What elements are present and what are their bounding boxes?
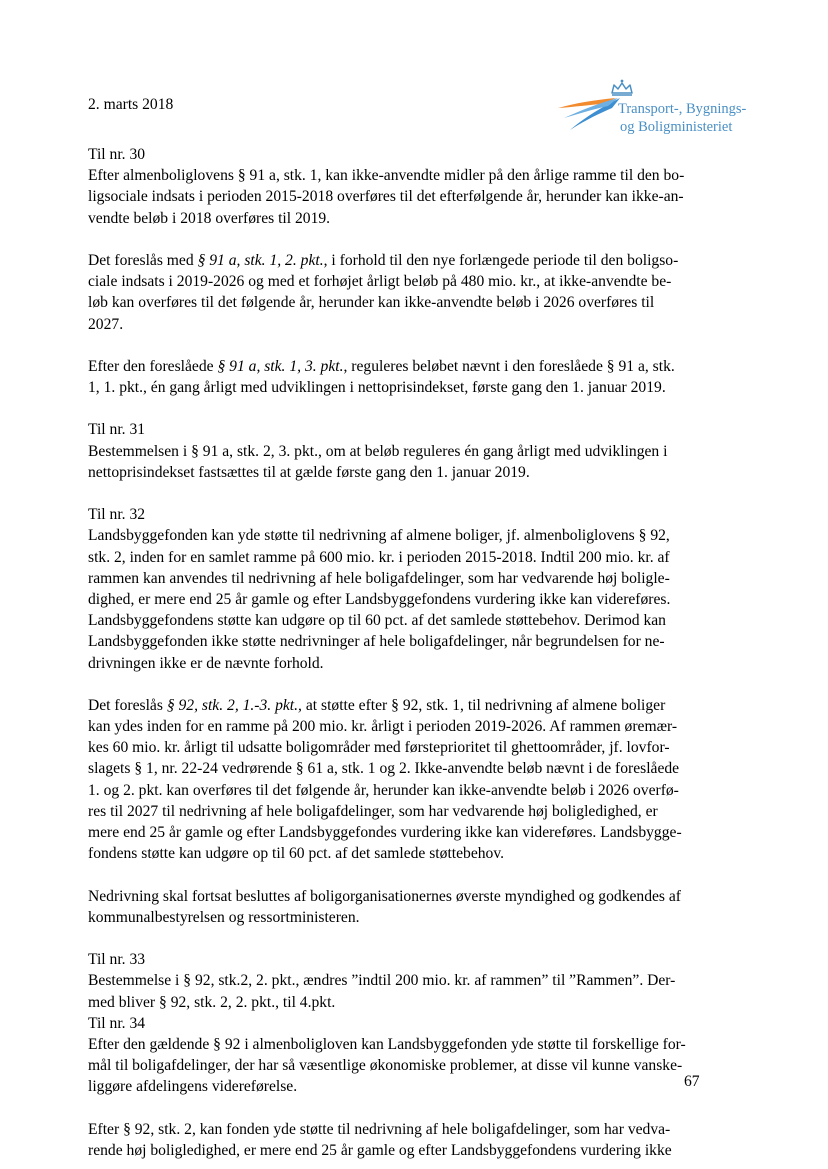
- arrows-icon: [558, 98, 620, 130]
- paragraph: [88, 695, 708, 865]
- paragraph-gap: [88, 928, 708, 949]
- text-segment: kan ydes inden for en ramme på 200 mio. kr. årligt i perioden 2019-2026. Af rammen øremær-: [88, 718, 678, 736]
- paragraph-gap: [88, 398, 708, 419]
- text-line: [88, 462, 708, 483]
- text-line: [88, 907, 708, 928]
- text-line: [88, 186, 708, 207]
- text-line: [88, 271, 708, 292]
- text-segment: Bestemmelsen i § 91 a, stk. 2, 3. pkt., om at beløb reguleres én gang årligt med udviklingen i: [88, 442, 668, 460]
- text-line: [88, 589, 708, 610]
- text-line: [88, 165, 708, 186]
- text-line: [88, 525, 708, 546]
- text-line: [88, 843, 708, 864]
- paragraph-gap: [88, 1097, 708, 1118]
- text-line: [88, 292, 708, 313]
- text-segment: liggøre afdelingens videreførelse.: [88, 1078, 298, 1096]
- text-line: [88, 716, 708, 737]
- text-segment: dighed, er mere end 25 år gamle og efter Landsbyggefondens vurdering ikke kan videreføres.: [88, 590, 671, 608]
- text-line: [88, 547, 708, 568]
- text-segment: at støtte efter § 92, stk. 1, til nedrivning af almene boliger: [301, 696, 666, 714]
- text-segment: Efter den gældende § 92 i almenboligloven kan Landsbyggefonden yde støtte til forskellige for-: [88, 1035, 686, 1053]
- text-line: [88, 250, 708, 271]
- text-line: [88, 801, 708, 822]
- text-segment: stk. 2, inden for en samlet ramme på 600 mio. kr. i perioden 2015-2018. Indtil 200 mio. kr. af: [88, 548, 670, 566]
- text-segment: vendte beløb i 2018 overføres til 2019.: [88, 209, 331, 227]
- text-line: [88, 377, 708, 398]
- text-line: [88, 1013, 708, 1034]
- text-line: [88, 1140, 708, 1161]
- text-line: [88, 610, 708, 631]
- paragraph-gap: [88, 674, 708, 695]
- text-segment: , reguleres beløbet nævnt i den foreslåede § 91 a, stk.: [343, 357, 675, 375]
- text-line: [88, 886, 708, 907]
- text-line: [88, 822, 708, 843]
- paragraph: [88, 419, 708, 483]
- text-segment: Til nr. 34: [88, 1014, 146, 1032]
- logo-text: [618, 100, 746, 136]
- text-line: [88, 1119, 708, 1140]
- text-segment: Landsbyggefonden ikke støtte nedrivninger af hele boligafdelinger, når begrundelsen for ne-: [88, 633, 665, 651]
- text-line: [88, 758, 708, 779]
- text-line: [88, 314, 708, 335]
- text-line: [88, 737, 708, 758]
- text-line: [88, 695, 708, 716]
- text-line: [88, 356, 708, 377]
- text-segment: slagets § 1, nr. 22-24 vedrørende § 61 a, stk. 1 og 2. Ikke-anvendte beløb nævnt i de foreslåede: [88, 760, 680, 778]
- text-segment: Til nr. 30: [88, 146, 146, 163]
- text-line: [88, 441, 708, 462]
- legal-reference: § 92, stk. 2, 1.-3. pkt.,: [166, 696, 302, 714]
- text-segment: Efter § 92, stk. 2, kan fonden yde støtte til nedrivning af hele boligafdelinger, som har vedva-: [88, 1120, 671, 1138]
- text-segment: kes 60 mio. kr. årligt til udsatte boligområder med førsteprioritet til ghettoområder, jf. lovfor-: [88, 739, 670, 757]
- paragraph: [88, 356, 708, 398]
- paragraph: [88, 504, 708, 674]
- text-line: [88, 780, 708, 801]
- text-line: [88, 1034, 708, 1055]
- text-segment: med bliver § 92, stk. 2, 2. pkt., til 4.pkt.: [88, 993, 336, 1011]
- paragraph: [88, 144, 708, 229]
- text-segment: 2027.: [88, 315, 124, 333]
- text-segment: res til 2027 til nedrivning af hele boligafdelinger, som har vedvarende høj boligledighed, er: [88, 802, 658, 820]
- text-segment: Det foreslås med: [88, 251, 198, 269]
- text-segment: mere end 25 år gamle og efter Landsbyggefondes vurdering ikke kan videreføres. Landsbygge-: [88, 824, 682, 841]
- text-segment: 1. og 2. pkt. kan overføres til det følgende år, herunder kan ikke-anvendte beløb i 2026 overfø-: [88, 781, 679, 799]
- document-body: [88, 144, 708, 1161]
- paragraph-gap: [88, 335, 708, 356]
- text-segment: løb kan overføres til det følgende år, herunder kan ikke-anvendte beløb i 2026 overføres til: [88, 294, 655, 312]
- paragraph: [88, 949, 708, 1097]
- text-line: [88, 970, 708, 991]
- text-segment: rende høj boligledighed, er mere end 25 år gamle og efter Landsbyggefondens vurdering ikke: [88, 1141, 672, 1159]
- text-line: [88, 1055, 708, 1076]
- text-segment: Til nr. 32: [88, 506, 146, 524]
- paragraph-gap: [88, 864, 708, 885]
- text-line: [88, 419, 708, 440]
- text-line: [88, 992, 708, 1013]
- paragraph: [88, 1119, 708, 1161]
- text-segment: Bestemmelse i § 92, stk.2, 2. pkt., ændres ”indtil 200 mio. kr. af rammen” til ”Rammen”. Der-: [88, 972, 676, 990]
- text-line: [88, 653, 708, 674]
- text-segment: ciale indsats i 2019-2026 og med et forhøjet årligt beløb på 480 mio. kr., at ikke-anvendte be-: [88, 273, 672, 291]
- text-segment: rammen kan anvendes til nedrivning af hele boligafdelinger, som har vedvarende høj boligle-: [88, 569, 670, 587]
- text-segment: kommunalbestyrelsen og ressortministeren.: [88, 908, 360, 926]
- paragraph-gap: [88, 483, 708, 504]
- text-segment: Det foreslås: [88, 696, 167, 714]
- text-segment: Efter den foreslåede: [88, 357, 218, 375]
- legal-reference: § 91 a, stk. 1, 2. pkt.: [197, 251, 324, 269]
- paragraph: [88, 250, 708, 335]
- text-line: [88, 144, 708, 165]
- text-segment: Til nr. 33: [88, 951, 146, 969]
- page-number: 67: [684, 1073, 700, 1090]
- text-segment: mål til boligafdelinger, der har så væsentlige økonomiske problemer, at disse vil kunne vanske-: [88, 1057, 683, 1075]
- text-segment: , i forhold til den nye forlængede periode til den boligso-: [323, 251, 679, 269]
- crown-icon: [612, 80, 632, 95]
- ministry-logo: [556, 78, 766, 140]
- text-segment: Landsbyggefondens støtte kan udgøre op til 60 pct. af det samlede støttebehov. Derimod kan: [88, 612, 666, 630]
- text-line: [88, 631, 708, 652]
- text-segment: ligsociale indsats i perioden 2015-2018 overføres til det efterfølgende år, herunder kan ikke-an-: [88, 188, 684, 206]
- text-segment: 1, 1. pkt., én gang årligt med udviklingen i nettoprisindekset, første gang den 1. januar 2019.: [88, 379, 666, 397]
- text-line: [88, 568, 708, 589]
- text-segment: Landsbyggefonden kan yde støtte til nedrivning af almene boliger, jf. almenboliglovens § 92,: [88, 527, 670, 545]
- paragraph: [88, 886, 708, 928]
- text-segment: Nedrivning skal fortsat besluttes af boligorganisationernes øverste myndighed og godkendes af: [88, 887, 682, 905]
- text-segment: Til nr. 31: [88, 421, 146, 439]
- text-segment: nettoprisindekset fastsættes til at gælde første gang den 1. januar 2019.: [88, 463, 530, 481]
- logo-line-2: og Boligministeriet: [620, 119, 733, 135]
- text-line: [88, 949, 708, 970]
- logo-line-1: Transport-, Bygnings-: [618, 101, 747, 117]
- paragraph-gap: [88, 229, 708, 250]
- text-segment: drivningen ikke er de nævnte forhold.: [88, 654, 324, 672]
- legal-reference: § 91 a, stk. 1, 3. pkt.: [217, 357, 344, 375]
- text-line: [88, 1076, 708, 1097]
- text-segment: fondens støtte kan udgøre op til 60 pct. af det samlede støttebehov.: [88, 845, 505, 863]
- document-date: 2. marts 2018: [88, 96, 174, 113]
- text-segment: Efter almenboliglovens § 91 a, stk. 1, kan ikke-anvendte midler på den årlige ramme til den bo-: [88, 167, 685, 185]
- text-line: [88, 208, 708, 229]
- text-line: [88, 504, 708, 525]
